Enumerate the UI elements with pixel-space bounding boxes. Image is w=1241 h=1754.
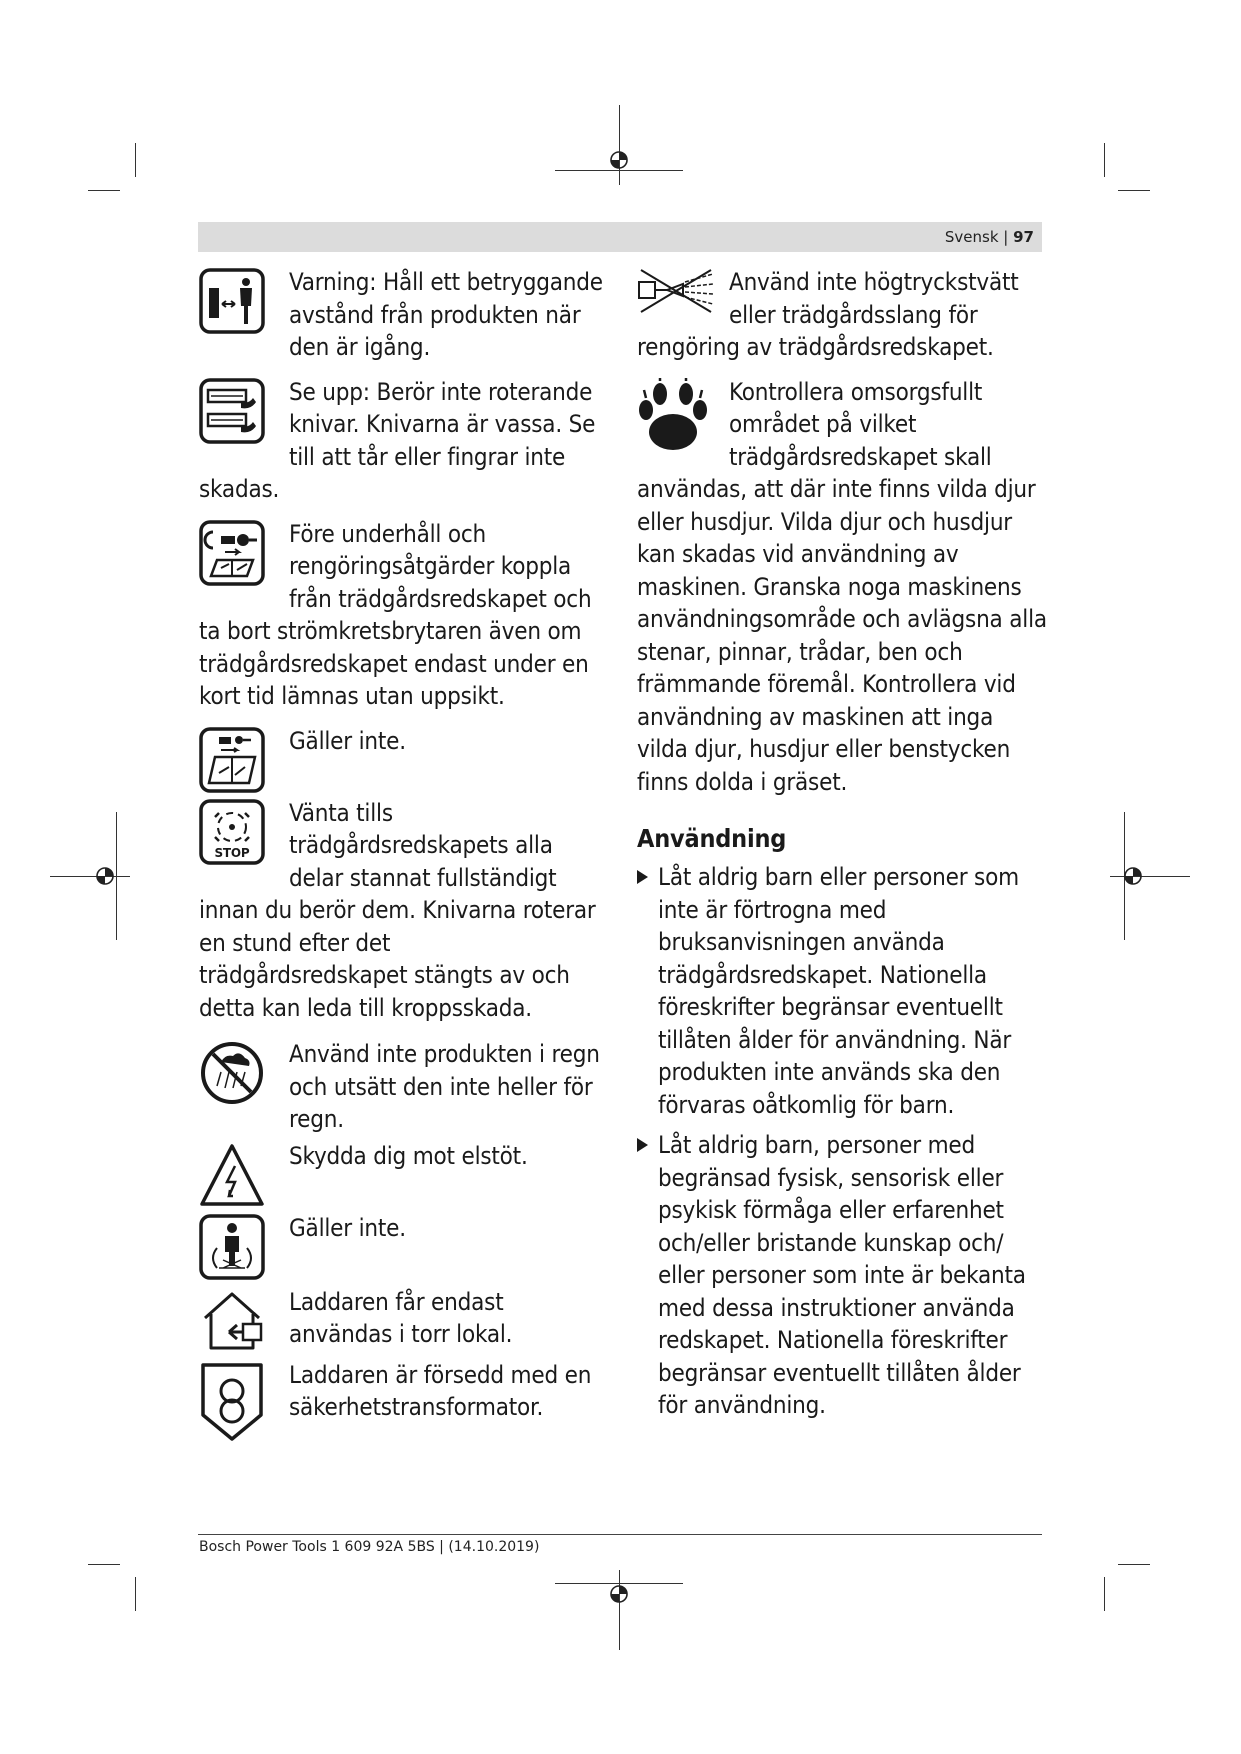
warning-wait-until-stopped: STOP Vänta tills trädgårdsredskapets alla delar stannat fullständigt innan du berör dem. Knivarna roterar en stund efter det trädgårdsredskapet stängts av och detta kan leda till kroppsskada. (199, 798, 596, 1022)
bullet-arrow-icon (637, 1138, 648, 1152)
crop-mark (135, 143, 136, 177)
crop-mark (1118, 1564, 1150, 1565)
footer-divider (198, 1534, 1042, 1535)
note-safety-transformer: Laddaren är försedd med en säkerhetstransformator. (199, 1359, 603, 1424)
rotating-blades-icon (199, 378, 267, 444)
warning-no-pressure-washer: Använd inte högtryckstvätt eller trädgårdsslang för rengöring av trädgårdsredskapet. (637, 268, 1019, 361)
warning-check-animals: Kontrollera omsorgsfullt området på vilket trädgårdsredskapet skall användas, att där inte finns vilda djur eller husdjur. Vilda djur och husdjur kan skadas vid användning av maskinen. Granska noga maskinens användningsområde och avlägsna alla stenar, pinnar, trådar, ben och främmande föremål. Kontrollera vid användning av maskinen att inga vilda djur, husdjur eller benstycken finns dolda i gräset. (637, 377, 1047, 796)
list-item: Låt aldrig barn eller personer som inte är förtrogna med bruksanvisningen använda trädgårdsredskapet. Nationella föreskrifter begränsar eventuellt tillåten ålder för användning. När produkten inte används ska den förvaras oåtkomlig för barn. (637, 861, 1047, 1121)
note-read-manual: Gäller inte. (199, 725, 603, 795)
read-manual-icon (199, 727, 267, 793)
keep-distance-icon (199, 268, 267, 334)
no-rain-icon (199, 1040, 267, 1106)
warning-rotating-blades: Se upp: Berör inte roterande knivar. Knivarna är vassa. Se till att tår eller fingrar inte skadas. (199, 377, 596, 503)
warning-no-rain: Använd inte produkten i regn och utsätt den inte heller för regn. (199, 1038, 603, 1136)
list-item: Låt aldrig barn, personer med begränsad fysisk, sensorisk eller psykisk förmåga eller erfarenhet och/eller bristande kunskap och/ eller personer som inte är bekanta med dessa instruktioner använda redskapet. Nationella föreskrifter begränsar eventuellt tillåten ålder för användning. (637, 1129, 1047, 1422)
unplug-maintenance-icon (199, 520, 267, 586)
page-number: 97 (1013, 228, 1034, 246)
left-column (199, 266, 603, 1443)
electric-shock-icon (199, 1142, 267, 1208)
safety-transformer-icon (199, 1361, 267, 1443)
registration-target-icon (1121, 864, 1145, 888)
right-column (637, 266, 1047, 1430)
crop-mark (88, 1564, 120, 1565)
registration-line (619, 105, 620, 185)
registration-target-icon (607, 148, 631, 172)
registration-target-icon (607, 1582, 631, 1606)
page-header (198, 222, 1042, 252)
warning-keep-distance: Varning: Håll ett betryggande avstånd från produkten när den är igång. (199, 266, 603, 364)
registration-line (50, 876, 130, 877)
registration-target-icon (93, 864, 117, 888)
header-language: Svensk (944, 228, 999, 246)
note-indoor-use-only: Laddaren får endast användas i torr lokal. (199, 1286, 603, 1351)
bullet-arrow-icon (637, 870, 648, 884)
svg-text:STOP: STOP (214, 845, 250, 860)
crop-mark (88, 190, 120, 191)
paw-icon (637, 378, 715, 458)
section-title: Användning (637, 824, 787, 853)
warning-electric-shock: Skydda dig mot elstöt. (199, 1140, 603, 1206)
crop-mark (1104, 1577, 1105, 1611)
indoor-use-icon (199, 1288, 267, 1354)
warning-unplug-before-maintenance: Före underhåll och rengöringsåtgärder koppla från trädgårdsredskapet och ta bort strömkretsbrytaren även om trädgårdsredskapet endast under en kort tid lämnas utan uppsikt. (199, 519, 592, 710)
crop-mark (1118, 190, 1150, 191)
crop-mark (135, 1577, 136, 1611)
wait-stop-icon (199, 799, 267, 865)
note-operator-position: Gäller inte. (199, 1212, 603, 1278)
no-pressure-washer-icon (637, 268, 715, 314)
crop-mark (1104, 143, 1105, 177)
footer: Bosch Power Tools 1 609 92A 5BS | (14.10.2019) (199, 1539, 540, 1555)
header-label: Svensk | 97 (944, 228, 1034, 246)
operator-position-icon (199, 1214, 267, 1280)
